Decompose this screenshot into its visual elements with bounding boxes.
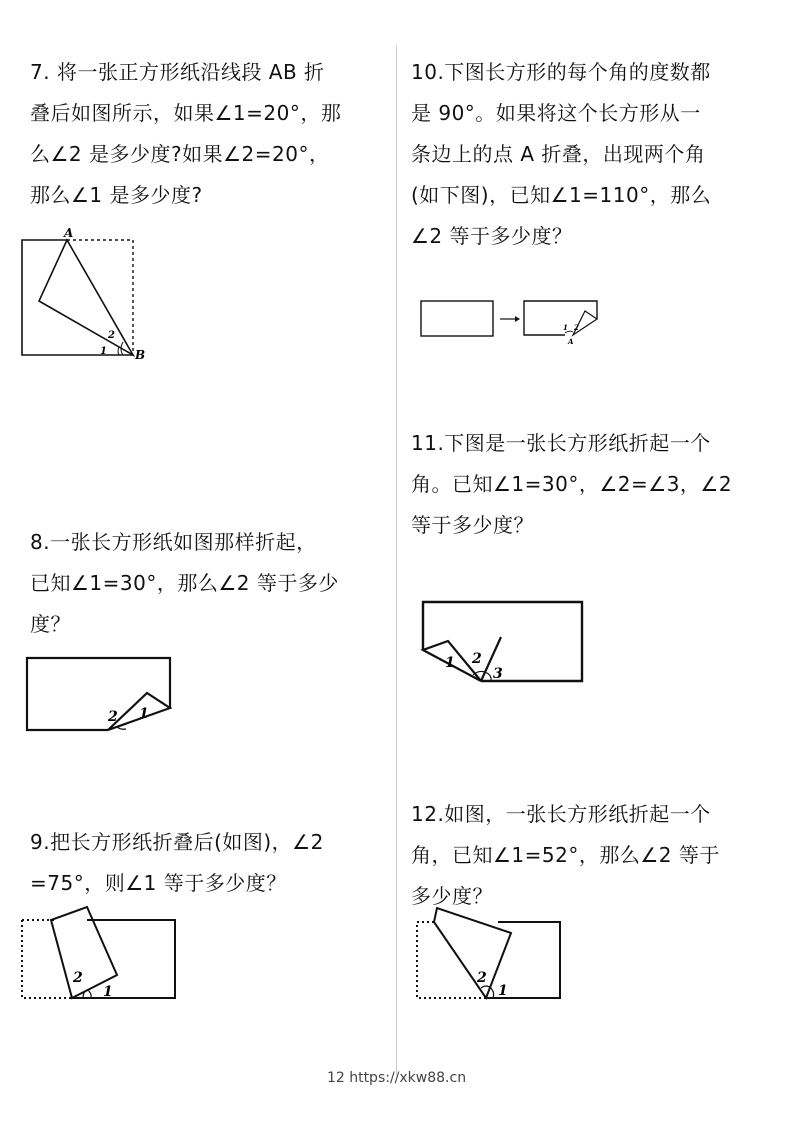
figure-7-label-2: 2 [108, 330, 115, 341]
question-10-line-3: 条边上的点 A 折叠，出现两个角 [411, 142, 706, 166]
figure-11-label-2: 2 [472, 651, 482, 667]
figure-10-label-2: 2 [574, 323, 579, 332]
figure-12-folded-rectangle [410, 900, 570, 1005]
question-7-line-3: 么∠2 是多少度?如果∠2=20°， [30, 142, 330, 166]
column-divider [396, 45, 397, 1075]
figure-7-label-a: A [64, 226, 74, 240]
figure-9-label-1: 1 [103, 984, 113, 1000]
question-12-line-3: 多少度？ [411, 884, 493, 908]
figure-8-angle-arc [117, 727, 126, 729]
figure-11-folded-rectangle [415, 595, 595, 695]
figure-7-folded-square [15, 225, 155, 370]
question-11-line-3: 等于多少度？ [411, 513, 534, 537]
figure-10-arrow-icon [515, 316, 520, 322]
question-8-line-1: 8.一张长方形纸如图那样折起， [30, 530, 317, 554]
question-9-line-1: 9.把长方形纸折叠后(如图)，∠2 [30, 830, 324, 854]
figure-12-dashed-edge [417, 922, 486, 998]
figure-10-label-a: A [568, 337, 574, 346]
figure-11-angle-3-arc [485, 672, 491, 681]
question-8-line-3: 度？ [30, 612, 71, 636]
figure-12-label-2: 2 [477, 970, 487, 986]
question-8 [30, 522, 339, 645]
figure-9-folded-rectangle [15, 900, 185, 1010]
question-7-line-1: 7. 将一张正方形纸沿线段 AB 折 [30, 60, 325, 84]
figure-9-label-2: 2 [73, 970, 83, 986]
figure-9-rectangle-edge [72, 920, 175, 998]
question-12 [411, 794, 720, 917]
figure-11-label-1: 1 [445, 655, 455, 671]
figure-11-label-3: 3 [493, 666, 503, 682]
question-10-line-5: ∠2 等于多少度？ [411, 224, 573, 248]
question-11 [411, 423, 732, 546]
question-7 [30, 52, 341, 216]
figure-8-label-1: 1 [139, 706, 149, 722]
figure-7-angle-1-arc [118, 347, 119, 355]
question-10-line-2: 是 90°。如果将这个长方形从一 [411, 101, 701, 125]
question-10-line-1: 10.下图长方形的每个角的度数都 [411, 60, 711, 84]
figure-10-folded-rectangle [524, 301, 597, 335]
page-footer: 12 https://xkw88.cn [326, 1070, 467, 1086]
question-7-line-2: 叠后如图所示，如果∠1=20°，那 [30, 101, 342, 125]
question-9 [30, 822, 324, 904]
question-10-line-4: (如下图)，已知∠1=110°，那么 [411, 183, 712, 207]
figure-9-dashed-edge [22, 920, 72, 998]
question-10 [411, 52, 711, 257]
question-11-line-1: 11.下图是一张长方形纸折起一个 [411, 431, 711, 455]
question-12-line-1: 12.如图，一张长方形纸折起一个 [411, 802, 711, 826]
figure-8-label-2: 2 [108, 709, 118, 725]
figure-12-label-1: 1 [498, 983, 508, 999]
figure-7-label-b: B [135, 348, 146, 362]
question-11-line-2: 角。已知∠1=30°，∠2=∠3，∠2 [411, 472, 733, 496]
question-8-line-2: 已知∠1=30°，那么∠2 等于多少 [30, 571, 339, 595]
figure-7-label-1: 1 [100, 346, 107, 357]
question-12-line-2: 角，已知∠1=52°，那么∠2 等于 [411, 843, 720, 867]
figure-10-label-1: 1 [563, 323, 568, 332]
question-9-line-2: =75°，则∠1 等于多少度？ [30, 871, 287, 895]
figure-12-angle-1-arc [491, 988, 494, 998]
figure-9-angle-2-arc [88, 990, 91, 998]
figure-8-folded-rectangle [20, 650, 180, 740]
question-7-line-4: 那么∠1 是多少度? [30, 183, 203, 207]
figure-7-folded-triangle [39, 240, 133, 355]
figure-10-fold-sequence [415, 292, 615, 352]
figure-10-original-rectangle [421, 301, 493, 336]
